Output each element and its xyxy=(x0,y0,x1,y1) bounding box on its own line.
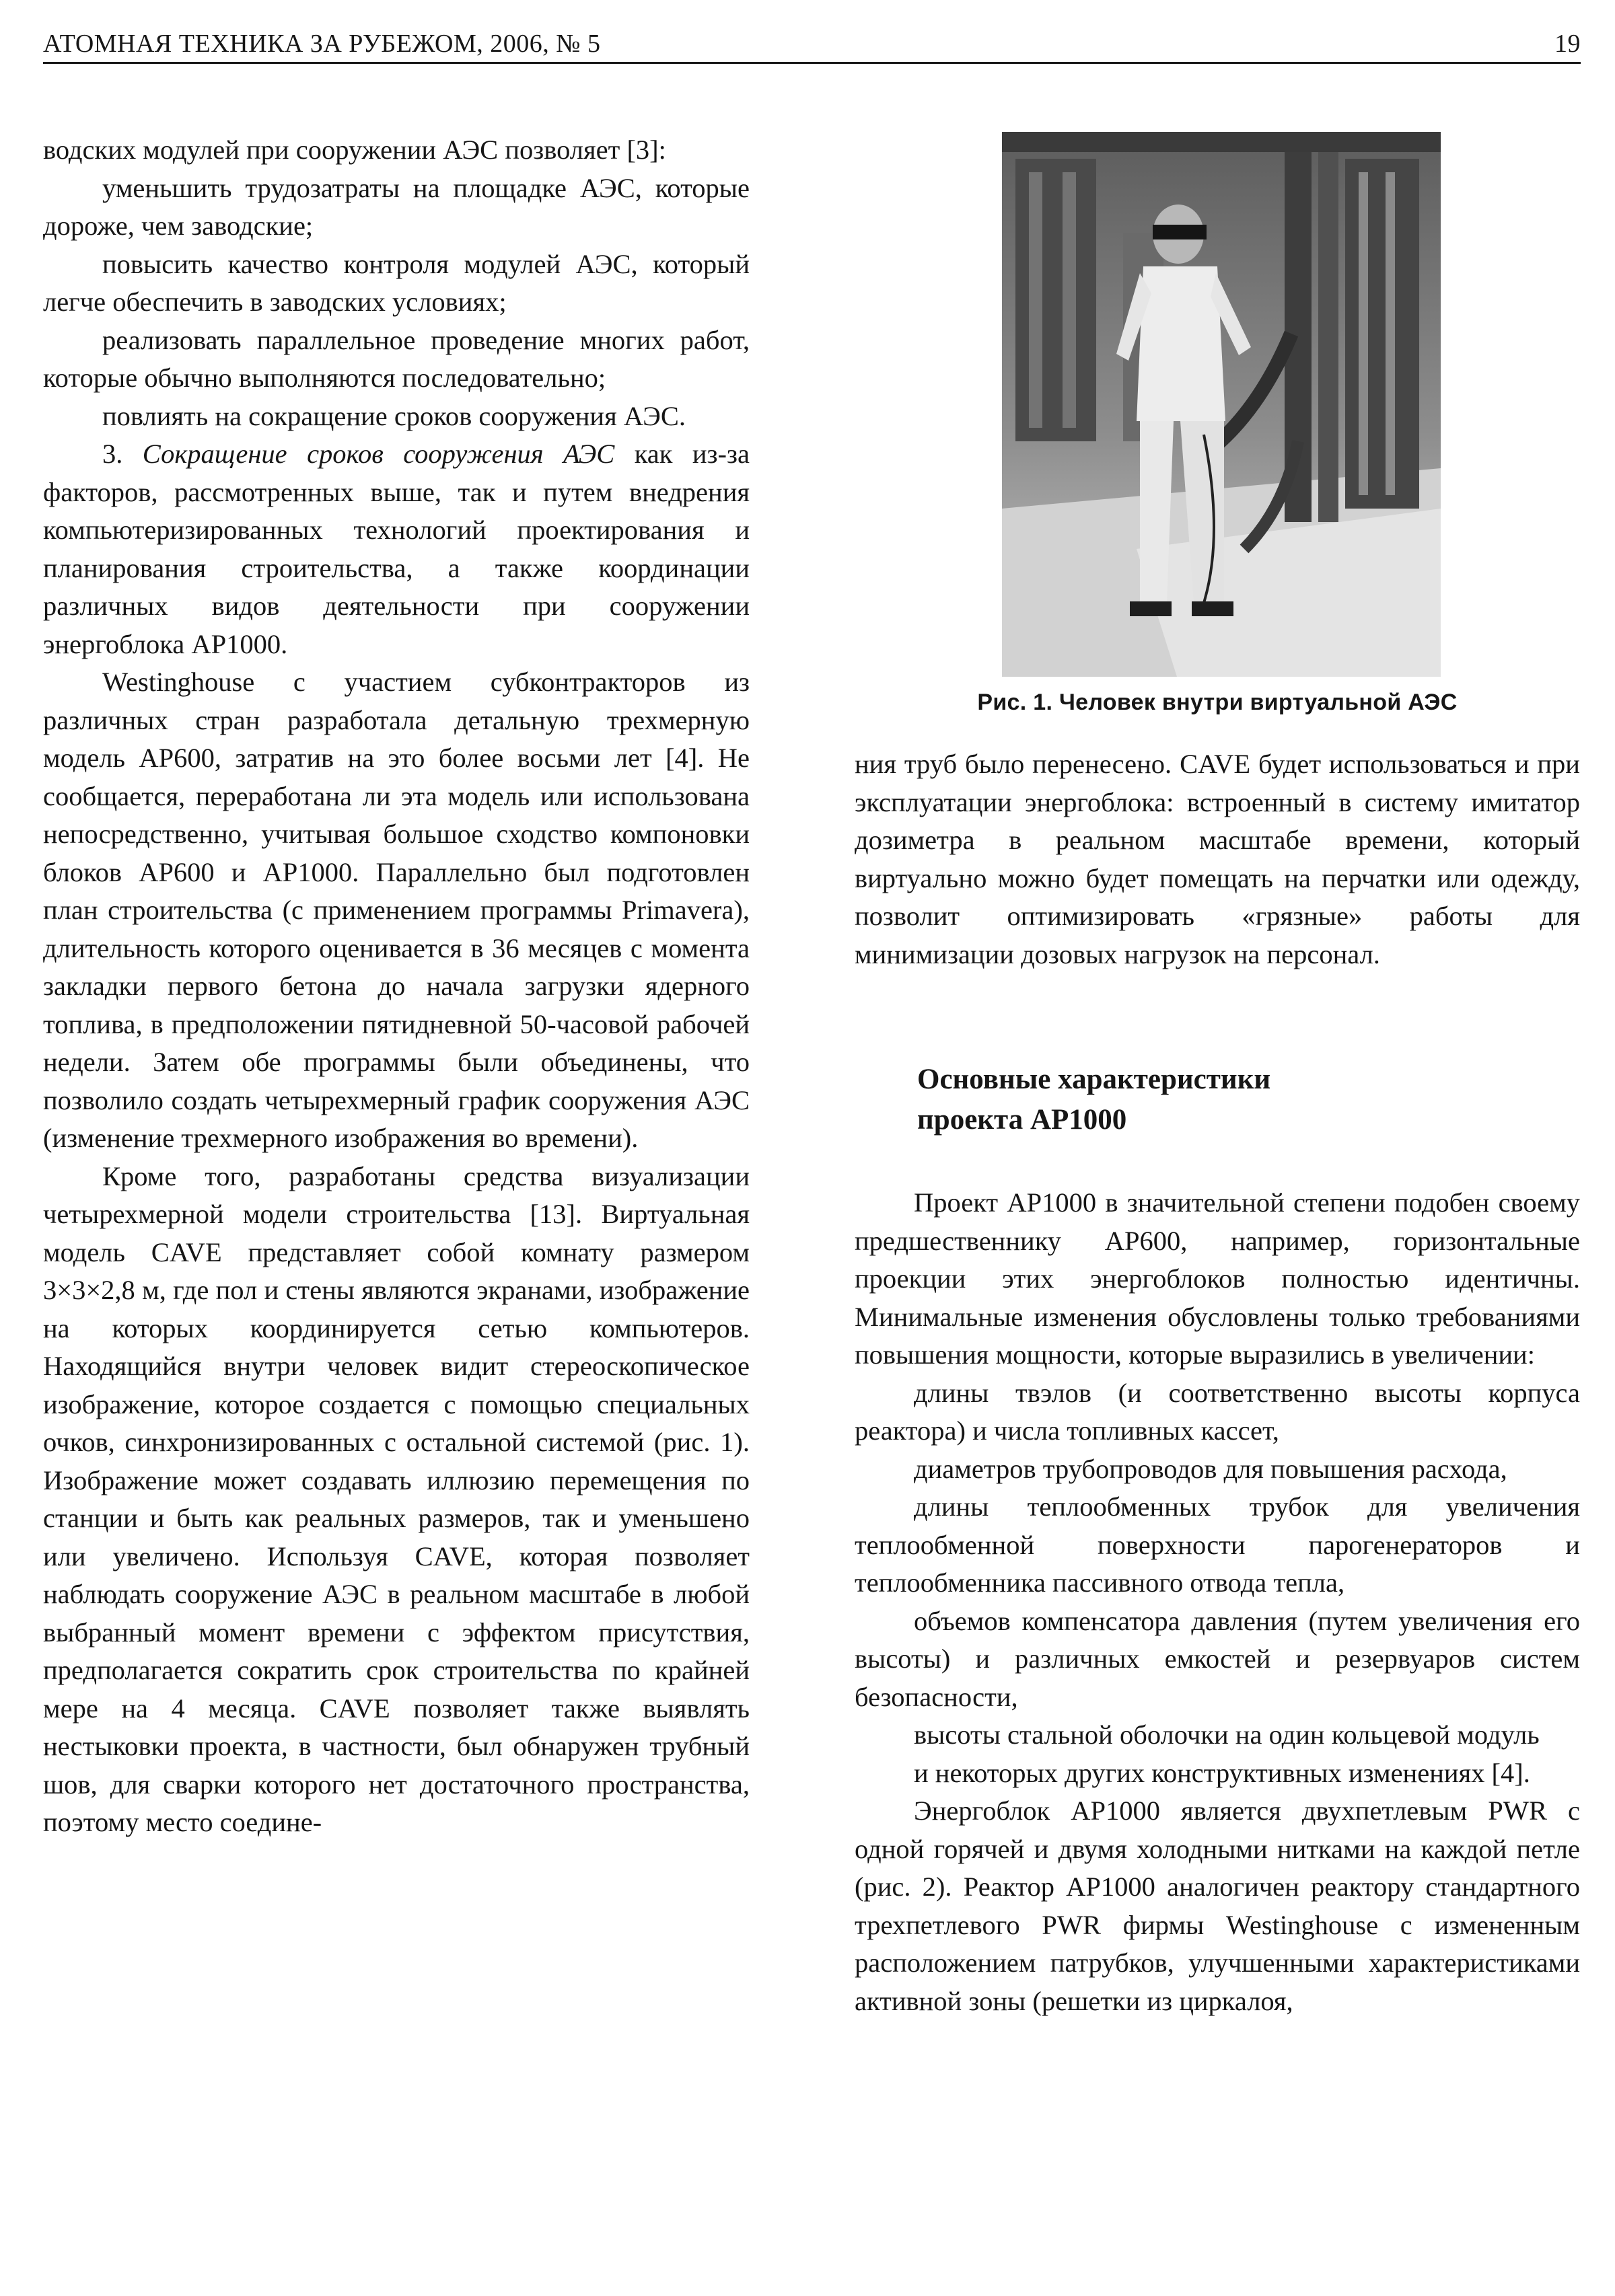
photo-illustration xyxy=(1002,132,1441,677)
list-item: высоты стальной оболочки на один кольцевой модуль xyxy=(914,1719,1540,1750)
list-item: длины твэлов (и соответственно высоты корпуса реактора) и числа топливных кассет, xyxy=(855,1377,1580,1446)
item-number: 3. xyxy=(102,439,143,469)
list-item: длины теплообменных трубок для увеличения теплообменной поверхности парогенераторов и теплообменника пассивного отвода тепла, xyxy=(855,1491,1580,1598)
item-text: как из-за факторов, рассмотренных выше, так и путем внедрения компьютеризированных технологий проектирования и планирования строительства, а также координации различных видов деятельности при сооружении энергоблока AP1000. xyxy=(43,439,750,659)
paragraph-item-3 xyxy=(43,435,750,663)
list-item: уменьшить трудозатраты на площадке АЭС, которые дороже, чем заводские; xyxy=(43,172,750,241)
page-number: 19 xyxy=(1554,30,1581,58)
figure-caption: Рис. 1. Человек внутри виртуальной АЭС xyxy=(977,690,1458,715)
left-column xyxy=(43,131,750,1842)
list-item: и некоторых других конструктивных изменениях [4]. xyxy=(914,1757,1530,1788)
list-item: реализовать параллельное проведение многих работ, которые обычно выполняются последовательно; xyxy=(43,324,750,393)
list-item: диаметров трубопроводов для повышения расхода, xyxy=(914,1453,1507,1484)
list-item: объемов компенсатора давления (путем увеличения его высоты) и различных емкостей и резервуаров систем безопасности, xyxy=(855,1605,1580,1712)
list-item: повысить качество контроля модулей АЭС, который легче обеспечить в заводских условиях; xyxy=(43,248,750,317)
paragraph: Проект AP1000 в значительной степени подобен своему предшественнику AP600, например, горизонтальные проекции этих энергоблоков полностью идентичны. Минимальные изменения обусловлены только требованиями повышения мощности, которые выразились в увеличении: xyxy=(855,1187,1580,1370)
section-heading xyxy=(917,1060,1523,1140)
paragraph: Энергоблок AP1000 является двухпетлевым PWR с одной горячей и двумя холодными нитками на каждой петле (рис. 2). Реактор AP1000 аналогичен реактору стандартного трехпетлевого PWR фирмы Westinghouse с измененным расположением патрубков, улучшенными характеристиками активной зоны (решетки из циркалоя, xyxy=(855,1795,1580,2016)
paragraph: Кроме того, разработаны средства визуализации четырехмерной модели строительства [13]. Виртуальная модель CAVE представляет собой комнату размером 3×3×2,8 м, где пол и стены являются экранами, изображение на которых координируется сетью компьютеров. Находящийся внутри человек видит стереоскопическое изображение, которое создается с помощью специальных очков, синхронизированных с остальной системой (рис. 1). Изображение может создавать иллюзию перемещения по станции и быть как реальных размеров, так и уменьшено или увеличено. Используя CAVE, которая позволяет наблюдать сооружение АЭС в реальном масштабе в любой выбранный момент времени с эффектом присутствия, предполагается сократить срок строительства по крайней мере на 4 месяца. CAVE позволяет также выявлять нестыковки проекта, в частности, был обнаружен трубный шов, для сварки которого нет достаточного пространства, поэтому место соедине- xyxy=(43,1160,750,1837)
heading-line: проекта AP1000 xyxy=(917,1104,1127,1136)
paragraph: Westinghouse с участием субконтракторов из различных стран разработала детальную трехмерную модель AP600, затратив на это более восьми лет [4]. Не сообщается, переработана ли эта модель или использована непосредственно, учитывая большое сходство компоновки блоков AP600 и AP1000. Параллельно был подготовлен план строительства (с применением программы Primavera), длительность которого оценивается в 36 месяцев с момента закладки первого бетона до начала загрузки ядерного топлива, в предположении пятидневной 50-часовой рабочей недели. Затем обе программы были объединены, что позволило создать четырехмерный график сооружения АЭС (изменение трехмерного изображения во времени). xyxy=(43,667,750,1153)
journal-title: АТОМНАЯ ТЕХНИКА ЗА РУБЕЖОМ, 2006, № 5 xyxy=(43,30,601,58)
heading-line: Основные характеристики xyxy=(917,1064,1271,1095)
right-column-bottom xyxy=(855,1184,1580,2020)
figure-photo xyxy=(1002,132,1441,677)
item-title: Сокращение сроков сооружения АЭС xyxy=(142,439,615,469)
paragraph: водских модулей при сооружении АЭС позволяет [3]: xyxy=(43,135,666,165)
list-item: повлиять на сокращение сроков сооружения АЭС. xyxy=(102,400,686,431)
header-rule xyxy=(43,62,1581,64)
paragraph: ния труб было перенесено. CAVE будет использоваться и при эксплуатации энергоблока: встроенный в систему имитатор дозиметра в реальном масштабе времени, который виртуально можно будет помещать на перчатки или одежду, позволит оптимизировать «грязные» работы для минимизации дозовых нагрузок на персонал. xyxy=(855,749,1580,969)
running-header xyxy=(43,23,1581,65)
right-column-top xyxy=(855,745,1580,973)
